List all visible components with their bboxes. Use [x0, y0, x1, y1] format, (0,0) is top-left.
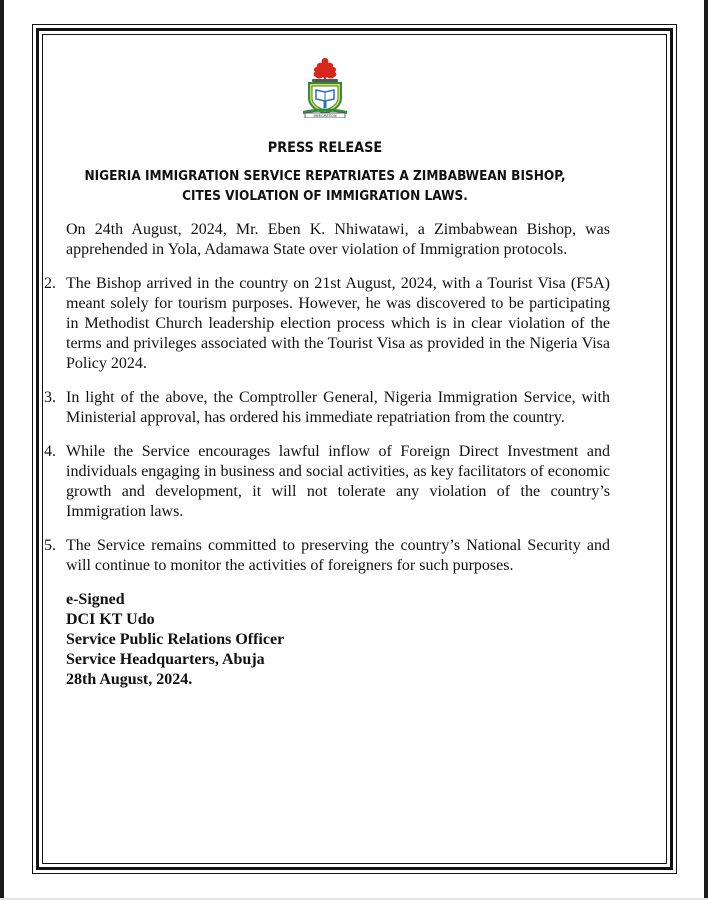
signature-block: [40, 590, 610, 690]
numbered-paragraph: [40, 536, 610, 576]
paragraph-number: 3.: [44, 389, 56, 406]
headline-line-1: NIGERIA IMMIGRATION SERVICE REPATRIATES A ZIMBABWEAN BISHOP,: [84, 168, 566, 184]
headline-line-2: CITES VIOLATION OF IMMIGRATION LAWS.: [182, 188, 468, 204]
numbered-paragraph: [40, 274, 610, 374]
e-signed-label: e-Signed: [66, 591, 125, 608]
intro-paragraph: On 24th August, 2024, Mr. Eben K. Nhiwatawi, a Zimbabwean Bishop, was apprehended in Yola, Adamawa State over violation of Immigration protocols.: [66, 221, 610, 258]
paragraph-text: In light of the above, the Comptroller General, Nigeria Immigration Service, with Ministerial approval, has ordered his immediate repatriation from the country.: [66, 389, 610, 426]
numbered-paragraph: [40, 388, 610, 428]
paragraph-number: 5.: [44, 537, 56, 554]
paragraph-number: 4.: [44, 443, 56, 460]
signature-date: 28th August, 2024.: [66, 671, 193, 688]
paragraph-number: 2.: [44, 275, 56, 292]
right-edge: [704, 0, 708, 900]
press-release: [40, 50, 610, 690]
paragraph-text: The Bishop arrived in the country on 21st August, 2024, with a Tourist Visa (F5A) meant solely for tourism purposes. However, he was discovered to be participating in Methodist Church leadership election process which is in clear violation of the terms and privileges associated with the Tourist Visa as provided in the Nigeria Visa Policy 2024.: [66, 275, 610, 372]
headline: [69, 166, 582, 206]
immigration-crest-icon: [295, 56, 355, 118]
signatory-title: Service Public Relations Officer: [66, 631, 285, 648]
paragraph-text: The Service remains committed to preserving the country’s National Security and will continue to monitor the activities of foreigners for such purposes.: [66, 537, 610, 574]
document-title: PRESS RELEASE: [267, 140, 383, 156]
signatory-name: DCI KT Udo: [66, 611, 155, 628]
left-edge: [0, 0, 4, 900]
signatory-office: Service Headquarters, Abuja: [66, 651, 265, 668]
paragraph-text: While the Service encourages lawful inflow of Foreign Direct Investment and individuals engaging in business and social activities, as key facilitators of economic growth and development, it will not tolerate any violation of the country’s Immigration laws.: [66, 443, 610, 520]
svg-text:IMMIGRATION: IMMIGRATION: [313, 114, 337, 118]
numbered-paragraph: [40, 442, 610, 522]
